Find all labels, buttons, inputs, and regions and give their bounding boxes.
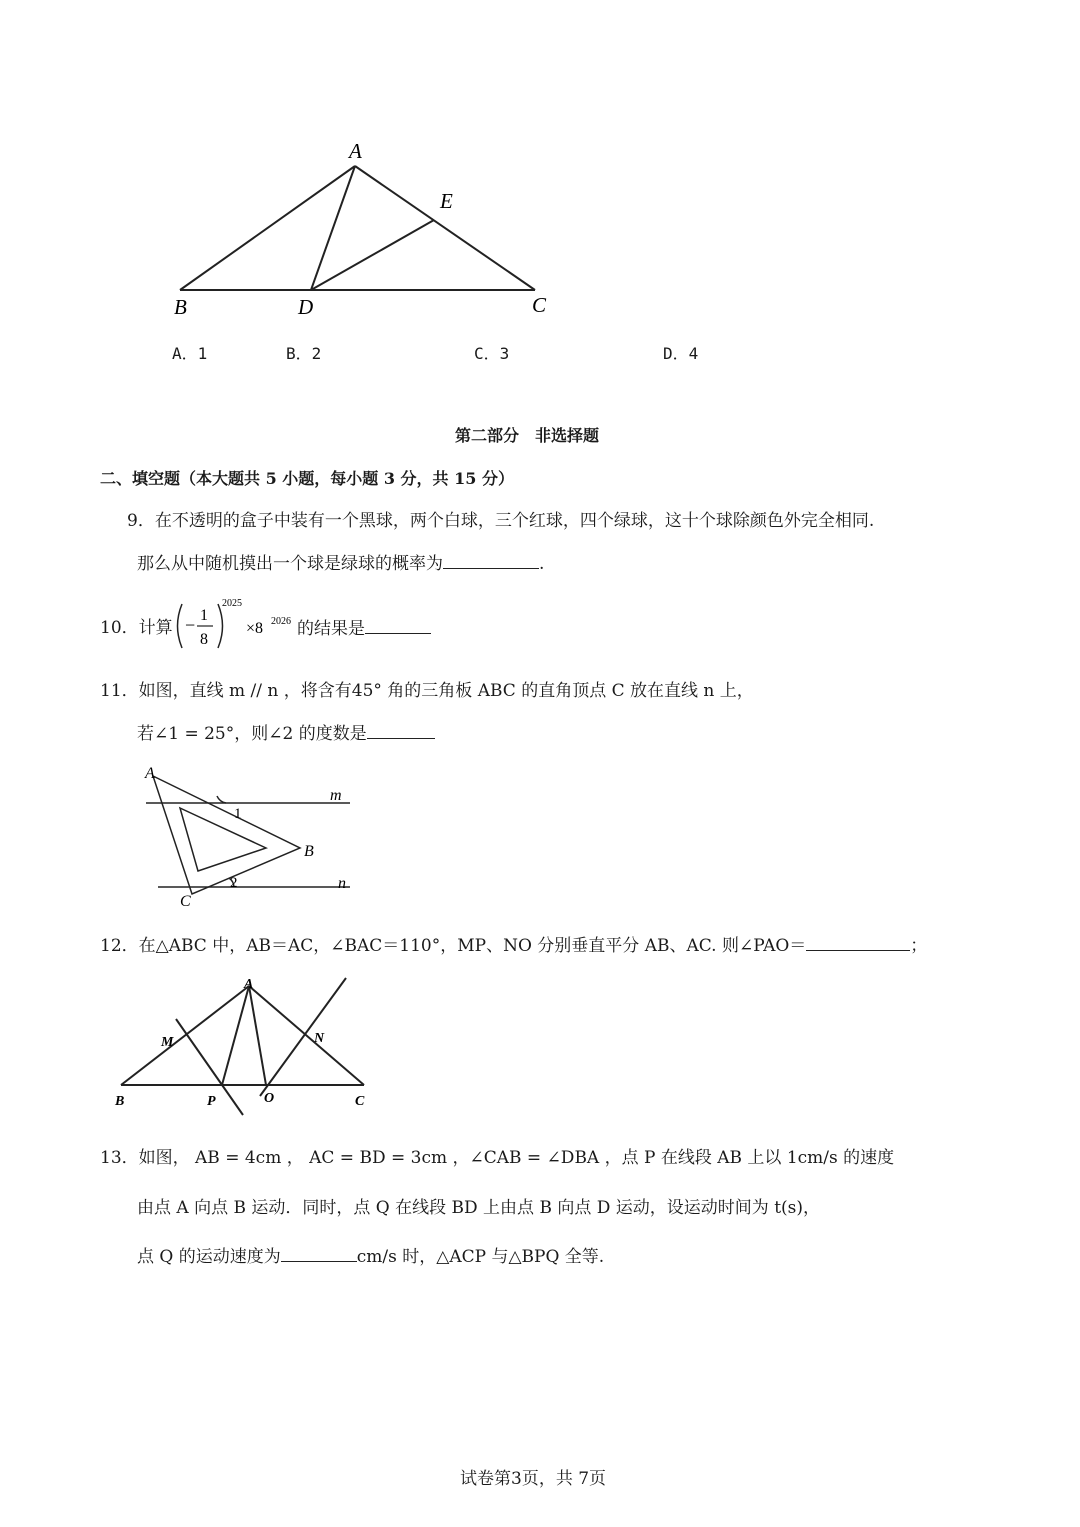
q10-suffix (297, 617, 431, 640)
q10-denominator: 8 (200, 631, 208, 648)
q12-line1 (100, 934, 927, 957)
q13-text-a: 点 Q 的运动速度为 (137, 1247, 281, 1267)
q13-line3 (137, 1245, 604, 1268)
fig11-label-2: 2 (230, 875, 238, 891)
triangle-figure-q8 (160, 130, 580, 330)
vertex-label-c: C (532, 293, 547, 317)
q13-line1: 13．如图， AB = 4cm ， AC = BD = 3cm ，∠CAB = ∠DBA ，点 P 在线段 AB 上以 1cm/s 的速度 (100, 1148, 895, 1168)
fig12-label-b: B (115, 1094, 125, 1109)
choice-b[interactable]: B．2 (286, 344, 322, 363)
section-title: 二、填空题（本大题共 5 小题，每小题 3 分，共 15 分） (100, 469, 514, 488)
fig11-label-a: A (145, 765, 155, 782)
vertex-label-e: E (440, 189, 453, 213)
fig12-label-a: A (244, 977, 254, 992)
q12-semicolon: ； (910, 936, 928, 956)
q10-numerator: 1 (200, 607, 208, 624)
q13-line2: 由点 A 向点 B 运动．同时，点 Q 在线段 BD 上由点 B 向点 D 运动，设运动时间为 t(s)， (137, 1198, 821, 1218)
q10-expression (172, 596, 302, 656)
fig12-label-c: C (355, 1094, 365, 1109)
fig12-label-o: O (264, 1091, 275, 1106)
q10-minus: − (185, 615, 196, 635)
q9-text: 那么从中随机摸出一个球是绿球的概率为 (137, 554, 443, 574)
q9-answer-blank[interactable] (443, 552, 539, 569)
q11-figure (138, 760, 363, 912)
q12-figure (108, 972, 378, 1117)
page-footer: 试卷第3页，共 7页 (460, 1469, 607, 1489)
q10-suffix-text: 的结果是 (297, 619, 365, 639)
vertex-label-a: A (349, 139, 362, 163)
q12-answer-blank[interactable] (806, 934, 910, 951)
fig11-label-m: m (330, 787, 342, 804)
q13-text-b: cm/s 时，△ACP 与△BPQ 全等. (356, 1247, 605, 1267)
vertex-label-b: B (174, 295, 187, 319)
q11-answer-blank[interactable] (367, 722, 435, 739)
choice-d[interactable]: D．4 (663, 344, 699, 363)
fig11-label-n: n (338, 875, 346, 892)
q12-text: 12．在△ABC 中，AB＝AC，∠BAC＝110°，MP、NO 分别垂直平分 AB、AC. 则∠PAO＝ (100, 936, 807, 956)
q13-answer-blank[interactable] (281, 1245, 357, 1262)
fig12-label-n: N (314, 1031, 325, 1046)
part-title: 第二部分 非选择题 (455, 426, 600, 445)
q10-answer-blank[interactable] (365, 617, 431, 634)
fig12-label-m: M (161, 1035, 174, 1050)
fig11-label-b: B (304, 843, 314, 860)
fig11-label-c: C (180, 893, 191, 910)
choice-a[interactable]: A．1 (172, 344, 208, 363)
fig11-label-1: 1 (234, 806, 242, 822)
q11-line2 (137, 722, 435, 745)
q9-period: . (539, 554, 545, 574)
q10-exponent-1: 2025 (222, 598, 242, 609)
q10-exponent-2: 2026 (271, 616, 291, 627)
q10-prefix: 10．计算 (100, 618, 173, 638)
choice-c[interactable]: C．3 (474, 344, 510, 363)
fig12-label-p: P (207, 1094, 216, 1109)
q9-line2 (137, 552, 544, 575)
q9-line1: 9．在不透明的盒子中装有一个黑球，两个白球，三个红球，四个绿球，这十个球除颜色外完全相同. (127, 511, 875, 531)
q11-text: 若∠1 = 25°，则∠2 的度数是 (137, 724, 367, 744)
q11-line1: 11．如图，直线 m // n ，将含有45° 角的三角板 ABC 的直角顶点 C 放在直线 n 上， (100, 681, 754, 701)
vertex-label-d: D (298, 295, 314, 319)
q10-times-base: ×8 (246, 620, 264, 637)
